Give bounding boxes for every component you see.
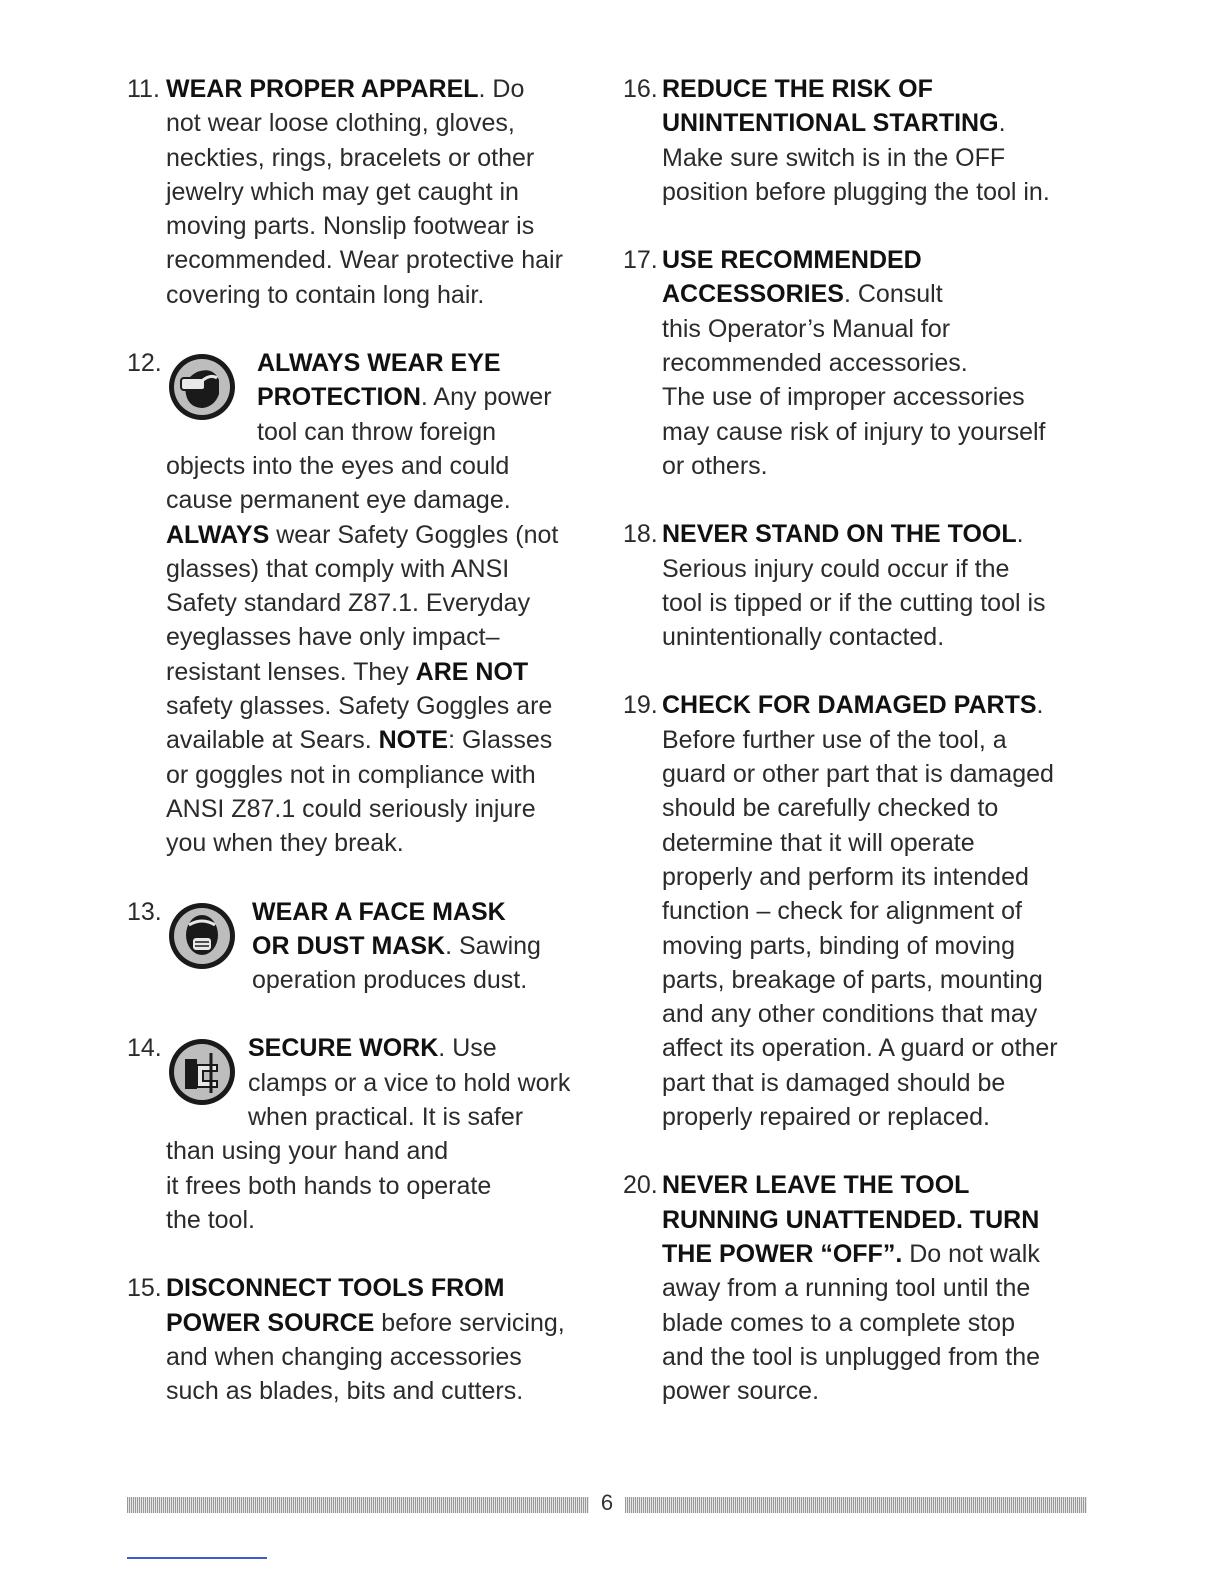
item-title: USE RECOMMENDED <box>662 246 922 275</box>
clamp-icon <box>167 1035 245 1109</box>
face-mask-icon <box>167 899 245 973</box>
safety-item-12 <box>127 346 597 860</box>
item-line: or goggles not in compliance with <box>166 760 536 789</box>
item-line: Make sure switch is in the OFF <box>662 143 1006 172</box>
item-line: blade comes to a complete stop <box>662 1308 1015 1337</box>
footer-bar-left <box>127 1497 589 1513</box>
item-line: it frees both hands to operate <box>166 1171 492 1200</box>
item-text: . <box>1036 691 1044 720</box>
safety-item-20 <box>623 1168 1103 1408</box>
item-line: recommended. Wear protective hair <box>166 246 563 275</box>
item-line: moving parts, binding of moving <box>662 931 1015 960</box>
item-text: . Use <box>438 1034 497 1063</box>
item-line: part that is damaged should be <box>662 1068 1006 1097</box>
item-line: than using your hand and <box>166 1137 449 1166</box>
item-line: moving parts. Nonslip footwear is <box>166 212 535 241</box>
bottom-rule <box>127 1557 267 1559</box>
item-title: POWER SOURCE <box>166 1308 375 1337</box>
item-title: REDUCE THE RISK OF <box>662 75 933 103</box>
footer-bar-right <box>625 1497 1087 1513</box>
item-line: eyeglasses have only impact– <box>166 623 500 652</box>
item-number: 16. <box>623 75 658 103</box>
item-line: neckties, rings, bracelets or other <box>166 143 535 172</box>
item-line: properly and perform its intended <box>662 862 1029 891</box>
item-title: RUNNING UNATTENDED. TURN <box>662 1205 1040 1234</box>
item-line: glasses) that comply with ANSI <box>166 554 510 583</box>
item-line: safety glasses. Safety Goggles are <box>166 692 553 721</box>
item-line: operation produces dust. <box>252 966 528 995</box>
item-line: cause permanent eye damage. <box>166 486 511 515</box>
item-line: and the tool is unplugged from the <box>662 1342 1041 1371</box>
item-title: DISCONNECT TOOLS FROM <box>166 1274 505 1303</box>
item-line: jewelry which may get caught in <box>166 177 519 206</box>
item-line: may cause risk of injury to yourself <box>662 417 1046 446</box>
safety-goggles-icon <box>167 350 245 424</box>
item-line: unintentionally contacted. <box>662 623 945 652</box>
item-line: Before further use of the tool, a <box>662 725 1007 754</box>
item-number: 17. <box>623 246 658 275</box>
item-number: 13. <box>127 897 162 926</box>
item-title: THE POWER “OFF”. <box>662 1239 903 1268</box>
item-line: the tool. <box>166 1205 255 1234</box>
item-title: PROTECTION <box>257 383 421 412</box>
item-line: this Operator’s Manual for <box>662 314 951 343</box>
item-text: . Sawing <box>445 931 541 960</box>
item-title: OR DUST MASK <box>252 931 446 960</box>
item-line: covering to contain long hair. <box>166 280 485 309</box>
item-title: ALWAYS WEAR EYE <box>257 349 501 378</box>
right-column <box>623 72 1103 1442</box>
safety-item-17 <box>623 243 1103 483</box>
item-line: ANSI Z87.1 could seriously injure <box>166 794 536 823</box>
item-line: clamps or a vice to hold work <box>248 1068 571 1097</box>
safety-item-18 <box>623 517 1103 654</box>
item-text: wear Safety Goggles (not <box>269 520 559 549</box>
item-title: SECURE WORK <box>248 1034 439 1063</box>
item-title: UNINTENTIONAL STARTING <box>662 109 999 138</box>
item-line: when practical. It is safer <box>248 1103 524 1132</box>
item-number: 14. <box>127 1034 162 1063</box>
item-line: should be carefully checked to <box>662 794 999 823</box>
item-line: away from a running tool until the <box>662 1274 1031 1303</box>
item-line: objects into the eyes and could <box>166 451 510 480</box>
safety-item-13 <box>127 895 597 998</box>
item-line: power source. <box>662 1377 820 1406</box>
emphasis-note: NOTE <box>378 726 449 755</box>
item-line: tool is tipped or if the cutting tool is <box>662 588 1046 617</box>
item-text: . <box>1016 520 1024 549</box>
item-number: 19. <box>623 691 658 720</box>
item-text: . <box>998 109 1006 138</box>
item-line: function – check for alignment of <box>662 897 1022 926</box>
item-text: before servicing, <box>374 1308 565 1337</box>
item-line: such as blades, bits and cutters. <box>166 1377 524 1406</box>
item-line: tool can throw foreign <box>257 417 497 446</box>
item-text: : Glasses <box>448 726 553 755</box>
left-column <box>127 72 597 1442</box>
item-text: . Do <box>478 75 525 103</box>
item-title: WEAR PROPER APPAREL <box>166 75 479 103</box>
item-title: NEVER LEAVE THE TOOL <box>662 1171 970 1200</box>
item-line: and when changing accessories <box>166 1342 522 1371</box>
item-line: properly repaired or replaced. <box>662 1103 990 1132</box>
item-line: parts, breakage of parts, mounting <box>662 965 1043 994</box>
item-title: NEVER STAND ON THE TOOL <box>662 520 1017 549</box>
page-number: 6 <box>600 1490 614 1515</box>
item-line: and any other conditions that may <box>662 1000 1038 1029</box>
emphasis-always: ALWAYS <box>166 520 270 549</box>
item-line: Safety standard Z87.1. Everyday <box>166 589 531 618</box>
item-title: ACCESSORIES <box>662 280 844 309</box>
item-number: 12. <box>127 349 162 378</box>
item-text: resistant lenses. They <box>166 657 416 686</box>
item-title: WEAR A FACE MASK <box>252 897 506 926</box>
item-line: determine that it will operate <box>662 828 975 857</box>
item-line: recommended accessories. <box>662 349 968 378</box>
safety-item-11 <box>127 72 597 312</box>
item-line: Serious injury could occur if the <box>662 554 1010 583</box>
item-text: available at Sears. <box>166 726 379 755</box>
item-text: Do not walk <box>902 1239 1040 1268</box>
safety-item-15 <box>127 1271 597 1408</box>
item-line: not wear loose clothing, gloves, <box>166 109 515 138</box>
page-footer <box>127 1490 1087 1522</box>
item-text: . Any power <box>420 383 552 412</box>
item-number: 20. <box>623 1171 658 1200</box>
item-line: or others. <box>662 451 768 480</box>
emphasis-are-not: ARE NOT <box>415 657 529 686</box>
item-number: 18. <box>623 520 658 549</box>
item-line: The use of improper accessories <box>662 383 1025 412</box>
item-number: 15. <box>127 1274 162 1303</box>
item-text: . Consult <box>843 280 943 309</box>
item-line: guard or other part that is damaged <box>662 760 1054 789</box>
safety-item-14 <box>127 1031 597 1237</box>
safety-item-19 <box>623 688 1103 1134</box>
safety-item-16 <box>623 72 1103 209</box>
item-line: position before plugging the tool in. <box>662 177 1050 206</box>
item-line: affect its operation. A guard or other <box>662 1034 1058 1063</box>
item-line: you when they break. <box>166 829 404 858</box>
item-number: 11. <box>127 75 160 103</box>
item-title: CHECK FOR DAMAGED PARTS <box>662 691 1037 720</box>
